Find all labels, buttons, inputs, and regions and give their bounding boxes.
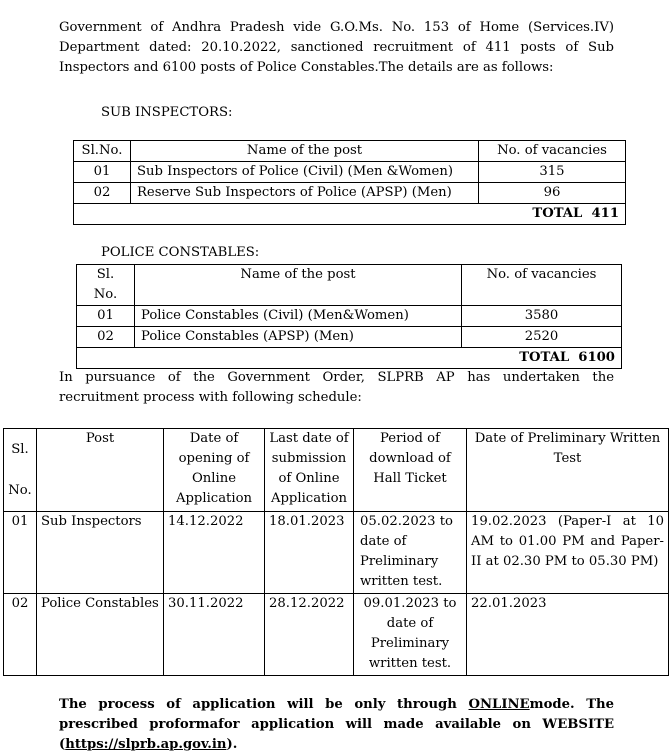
- footer-url-link[interactable]: https://slprb.ap.gov.in: [65, 737, 227, 752]
- si-row-post: Reserve Sub Inspectors of Police (APSP) (Men): [131, 183, 479, 204]
- table-row: [77, 327, 622, 348]
- si-row-post: Sub Inspectors of Police (Civil) (Men &Women): [131, 162, 479, 183]
- schedule-row-hall: 05.02.2023 to date of Preliminary written test.: [354, 512, 467, 594]
- schedule-row-opening: 30.11.2022: [164, 594, 265, 676]
- pc-header-sl: Sl. No.: [77, 265, 135, 306]
- schedule-row-test: 19.02.2023 (Paper-I at 10 AM to 01.00 PM and Paper-II at 02.30 PM to 05.30 PM): [467, 512, 669, 594]
- pc-header-post: Name of the post: [135, 265, 462, 306]
- pc-row-post: Police Constables (APSP) (Men): [135, 327, 462, 348]
- si-row-vac: 96: [479, 183, 626, 204]
- schedule-row-last: 18.01.2023: [265, 512, 354, 594]
- table-row: [4, 512, 669, 594]
- schedule-row-sl: 01: [4, 512, 37, 594]
- table-row: [77, 306, 622, 327]
- schedule-row-sl: 02: [4, 594, 37, 676]
- table-row: [4, 594, 669, 676]
- schedule-row-opening: 14.12.2022: [164, 512, 265, 594]
- schedule-header-sl-line1: Sl.: [11, 442, 29, 457]
- si-heading: SUB INSPECTORS:: [101, 105, 233, 120]
- schedule-row-test: 22.01.2023: [467, 594, 669, 676]
- schedule-header-sl-line2: No.: [8, 483, 32, 498]
- schedule-header-last: Last date of submission of Online Application: [265, 429, 354, 512]
- si-table: [73, 140, 626, 225]
- pursuance-paragraph: In pursuance of the Government Order, SLPRB AP has undertaken the recruitment process with following schedule:: [59, 370, 614, 405]
- footer-text-3: ).: [226, 737, 238, 752]
- pc-row-sl: 01: [77, 306, 135, 327]
- footer-text-1: The process of application will be only through: [59, 697, 469, 712]
- footer-text-2: mode. The prescribed proformafor application will made available on WEBSITE (: [59, 697, 614, 752]
- si-header-vac: No. of vacancies: [479, 141, 626, 162]
- si-row-sl: 02: [74, 183, 131, 204]
- si-row-sl: 01: [74, 162, 131, 183]
- si-total: TOTAL 411: [74, 204, 626, 225]
- schedule-table: [3, 428, 669, 676]
- schedule-row-hall: 09.01.2023 to date of Preliminary written test.: [354, 594, 467, 676]
- pc-row-vac: 2520: [462, 327, 622, 348]
- schedule-header-test: Date of Preliminary Written Test: [467, 429, 669, 512]
- pc-row-vac: 3580: [462, 306, 622, 327]
- pc-header-vac: No. of vacancies: [462, 265, 622, 306]
- pc-total: TOTAL 6100: [77, 348, 622, 369]
- pc-heading: POLICE CONSTABLES:: [101, 245, 260, 260]
- si-header-post: Name of the post: [131, 141, 479, 162]
- schedule-header-hall: Period of download of Hall Ticket: [354, 429, 467, 512]
- table-row: [74, 162, 626, 183]
- schedule-row-post: Sub Inspectors: [37, 512, 164, 594]
- si-header-sl: Sl.No.: [74, 141, 131, 162]
- pc-row-post: Police Constables (Civil) (Men&Women): [135, 306, 462, 327]
- si-row-vac: 315: [479, 162, 626, 183]
- schedule-header-post: Post: [37, 429, 164, 512]
- schedule-row-post: Police Constables: [37, 594, 164, 676]
- footer-online: ONLINE: [468, 697, 530, 712]
- schedule-header-opening: Date of opening of Online Application: [164, 429, 265, 512]
- schedule-row-last: 28.12.2022: [265, 594, 354, 676]
- pc-row-sl: 02: [77, 327, 135, 348]
- intro-paragraph: Government of Andhra Pradesh vide G.O.Ms. No. 153 of Home (Services.IV) Department dated: 20.10.2022, sanctioned recruitment of 411 posts of Sub Inspectors and 6100 posts of Police Constables.The details are as follows:: [59, 20, 614, 75]
- schedule-header-sl: [4, 429, 37, 512]
- footer-paragraph: [59, 695, 614, 755]
- table-row: [74, 183, 626, 204]
- pc-table: [76, 264, 622, 369]
